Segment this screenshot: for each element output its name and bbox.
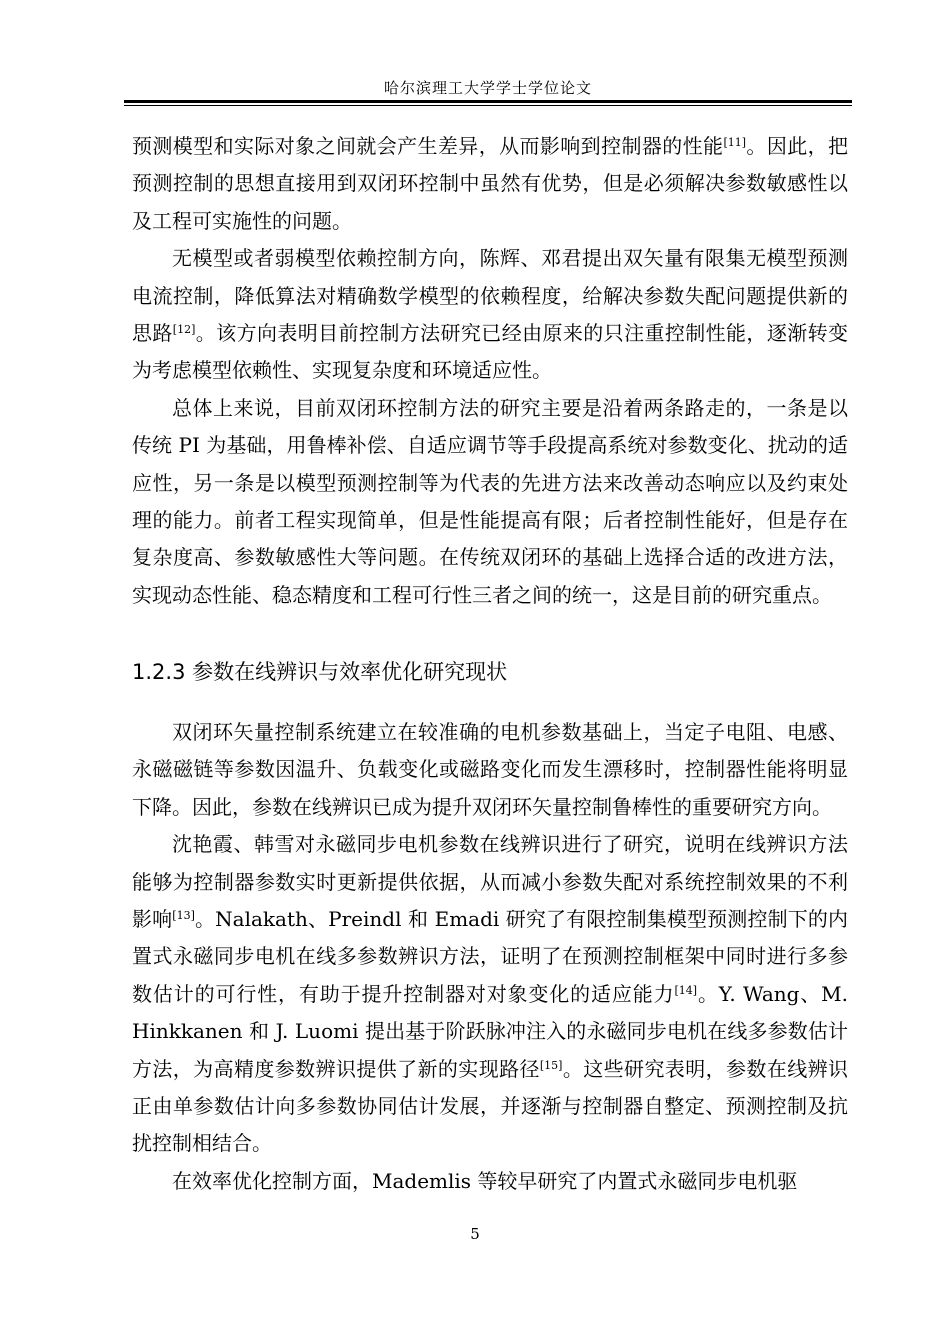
paragraph-text: 。Nalakath、Preindl 和 Emadi 研究了有限控制集模型预测控制下的内置式永磁同步电机在线多参数辨识方法，证明了在预测控制框架中同时进行多参数估计的可行性，有助于提升控制器对对象变化的适应能力 [132,907,849,1006]
paragraph-text: 。这些研究表明，参数在线辨识正由单参数估计向多参数协同估计发展，并逐渐与控制器自整定、预测控制及抗扰控制相结合。 [132,1056,849,1156]
paragraph-text: 。该方向表明目前控制方法研究已经由原来的只注重控制性能，逐渐转变为考虑模型依赖性、实现复杂度和环境适应性。 [132,321,849,383]
paragraph-text: 。因此，把预测控制的思想直接用到双闭环控制中虽然有优势，但是必须解决参数敏感性以及工程可实施性的问题。 [132,134,849,233]
paragraph-text: 。Y. Wang、M. Hinkkanen 和 J. Luomi 提出基于阶跃脉冲注入的永磁同步电机在线多参数估计方法，为高精度参数辨识提供了新的实现路径 [132,981,849,1081]
paragraph-text: 无模型或者弱模型依赖控制方向，陈辉、邓君提出双矢量有限集无模型预测电流控制，降低算法对精确数学模型的依赖程度，给解决参数失配问题提供新的思路 [132,246,848,346]
body-block-lower [132,714,848,1200]
header-rule-thin [124,105,852,106]
running-header: 哈尔滨理工大学学士学位论文 [383,79,592,97]
section-heading: 1.2.3 参数在线辨识与效率优化研究现状 [132,660,508,684]
paragraph-prediction-model [132,128,848,240]
paragraph-summary: 总体上来说，目前双闭环控制方法的研究主要是沿着两条路走的，一条是以传统 PI 为基础，用鲁棒补偿、自适应调节等手段提高系统对参数变化、扰动的适应性，另一条是以模型预测控制等为代表的先进方法来改善动态响应以及约束处理的能力。前者工程实现简单，但是性能提高有限；后者控制性能好，但是存在复杂度高、参数敏感性大等问题。在传统双闭环的基础上选择合适的改进方法，实现动态性能、稳态精度和工程可行性三者之间的统一，这是目前的研究重点。 [132,395,848,607]
page-number: 5 [470,1225,480,1243]
citation-11: [11] [723,136,747,149]
citation-12: [12] [172,323,196,337]
paragraph-model-free [132,240,848,390]
paragraph-vector-control: 双闭环矢量控制系统建立在较准确的电机参数基础上，当定子电阻、电感、永磁磁链等参数因温升、负载变化或磁路变化而发生漂移时，控制器性能将明显下降。因此，参数在线辨识已成为提升双闭环矢量控制鲁棒性的重要研究方向。 [132,720,848,819]
citation-13: [13] [172,909,195,923]
paragraph-efficiency: 在效率优化控制方面，Mademlis 等较早研究了内置式永磁同步电机驱 [172,1168,798,1193]
citation-14: [14] [674,983,698,997]
body-block-upper [132,128,848,614]
paragraph-text: 沈艳霞、韩雪对永磁同步电机参数在线辨识进行了研究，说明在线辨识方法能够为控制器参数实时更新提供依据，从而减小参数失配对系统控制效果的不利影响 [132,832,848,932]
header-rule-thick [124,100,852,103]
citation-15: [15] [539,1058,563,1072]
paragraph-text: 预测模型和实际对象之间就会产生差异，从而影响到控制器的性能 [132,134,724,158]
paragraph-parameter-identification [132,826,848,1163]
